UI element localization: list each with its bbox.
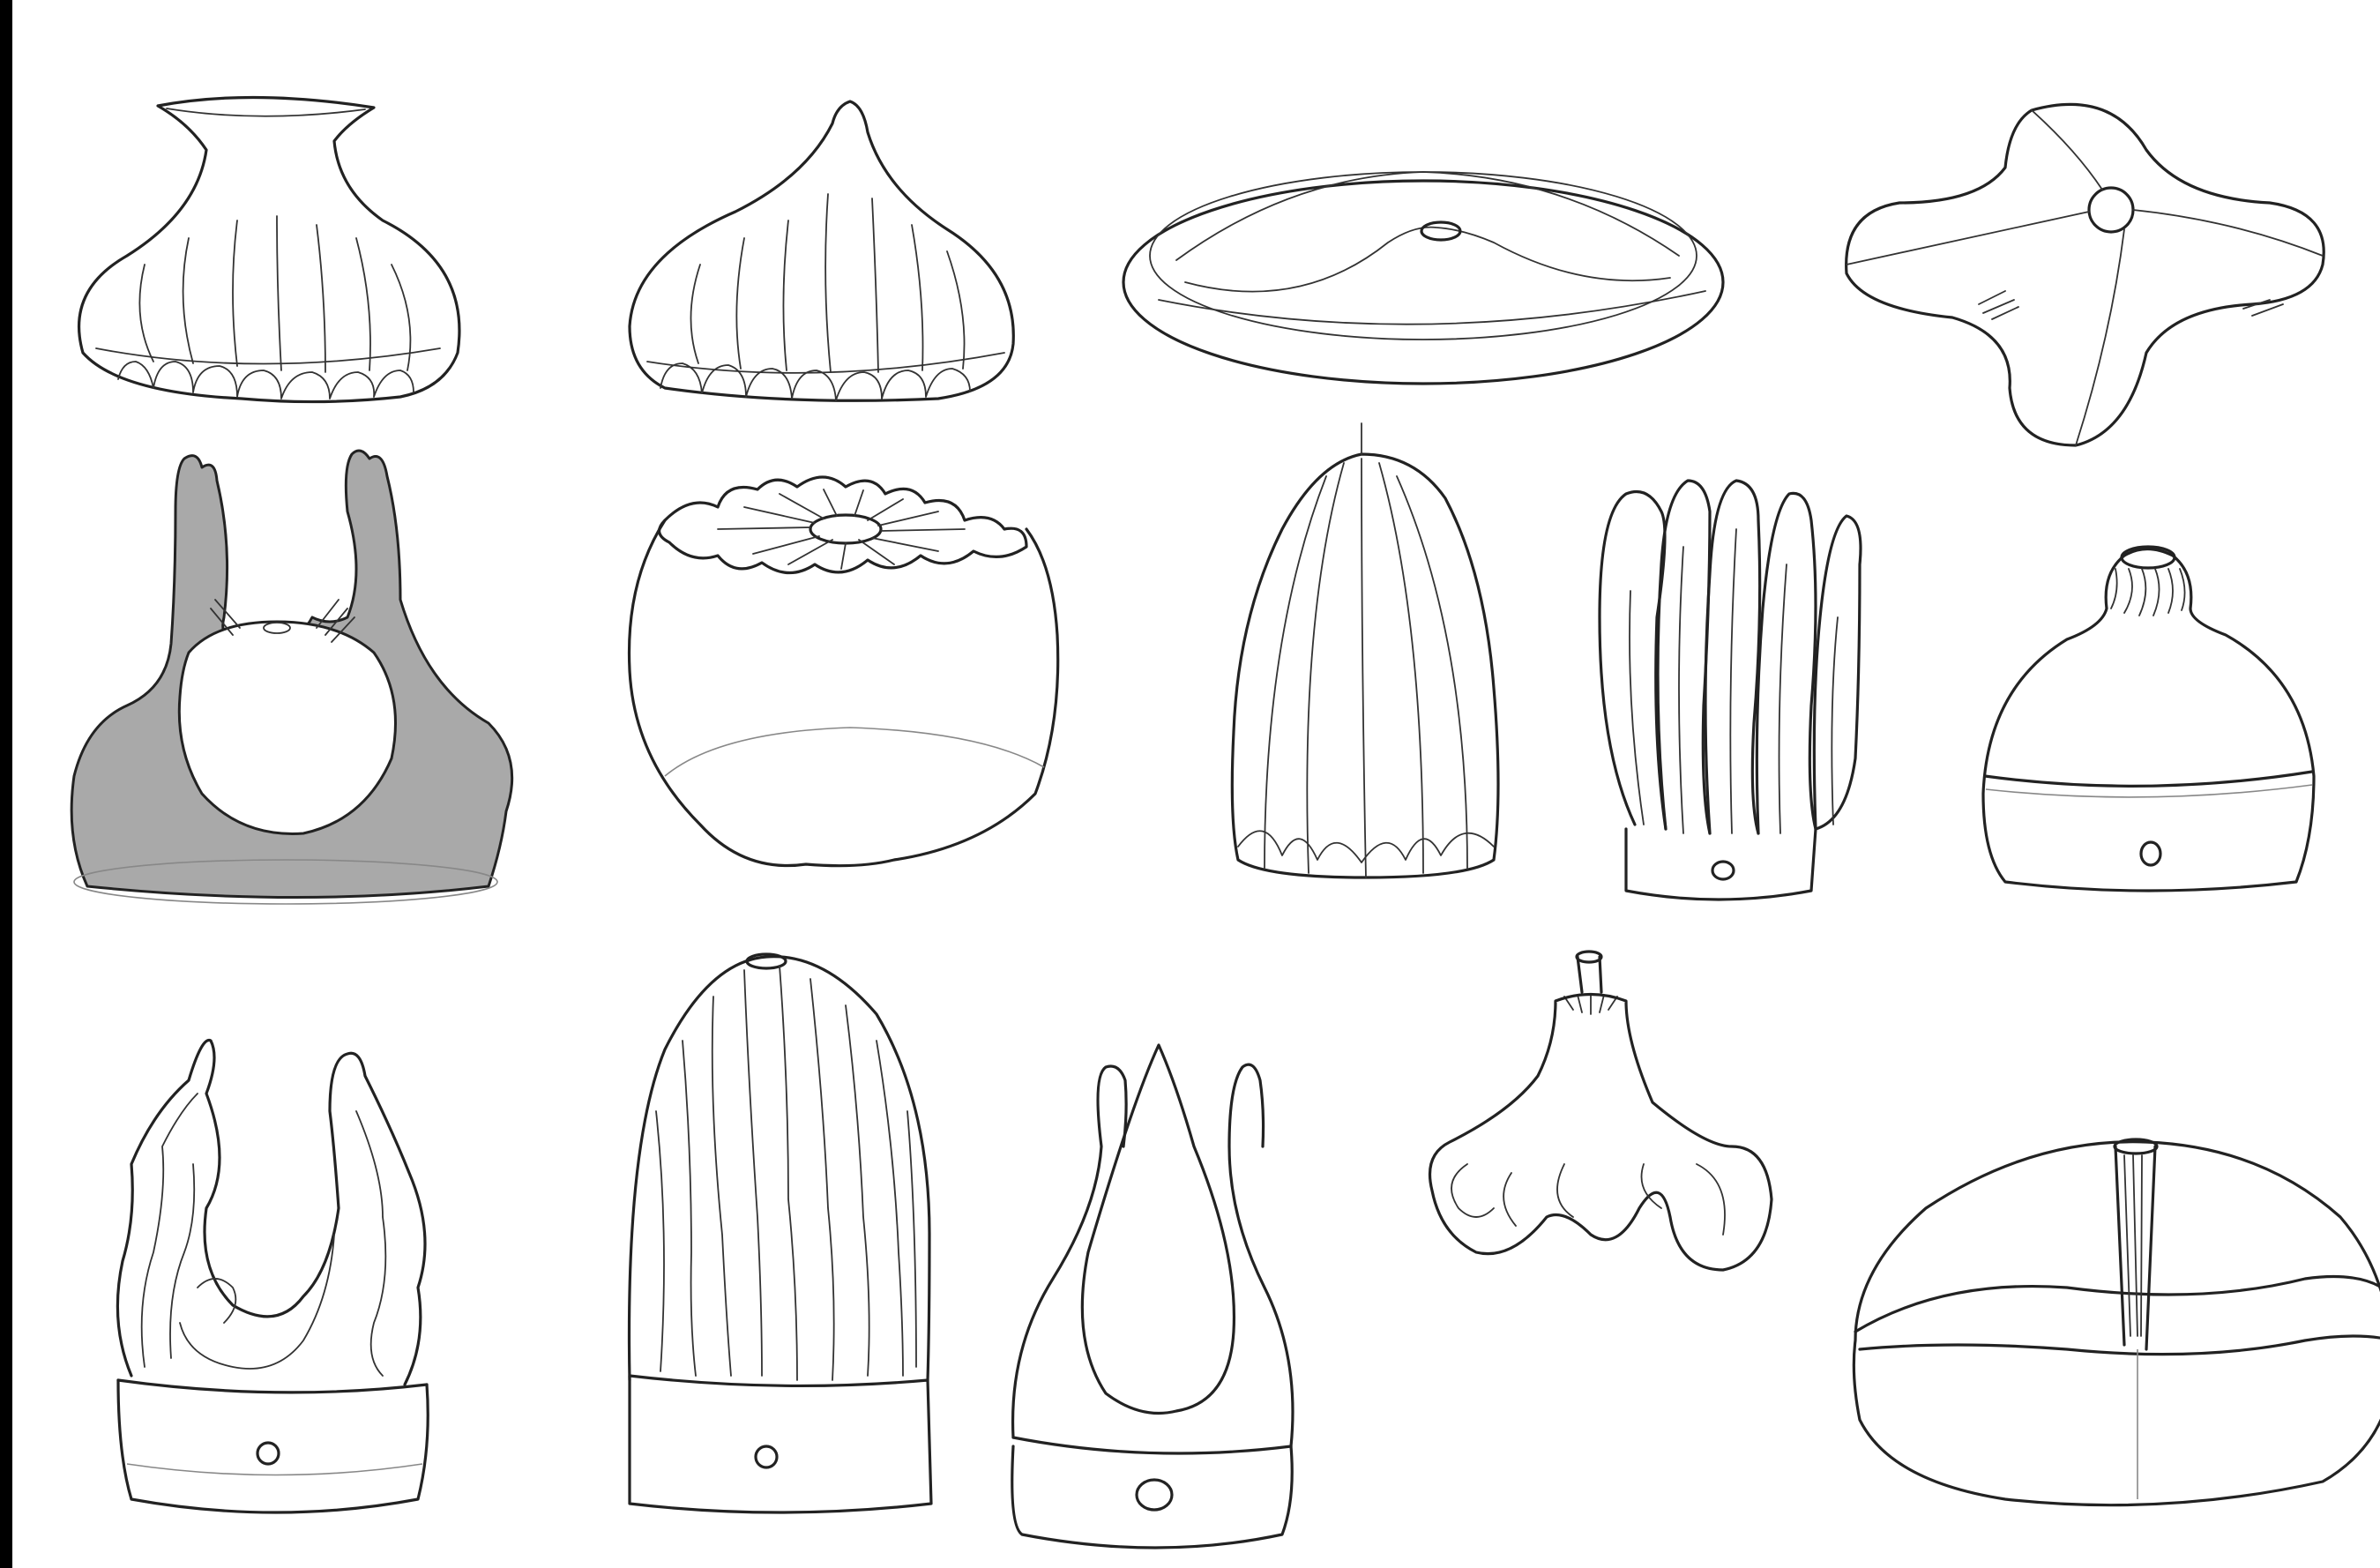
sketch-teardrop-cradle-form: [1012, 1045, 1293, 1548]
sketch-canvas: [12, 0, 2380, 1568]
sketch-wood-grain-dome-form: [630, 954, 932, 1512]
sketch-ribbed-pod-form: [1232, 423, 1498, 877]
sketch-ruffled-bell-form: [1430, 952, 1772, 1270]
sketch-split-dome-fountain-form: [1854, 1139, 2380, 1505]
sketch-ruffled-top-sphere-form: [630, 477, 1058, 866]
sketch-torus-ring-form: [1123, 172, 1723, 384]
sketch-fluted-onion-shade: [630, 101, 1013, 400]
sketch-cross-four-lobe-form: [1847, 104, 2324, 445]
sketch-fig-dome-form: [1983, 547, 2314, 891]
sketch-flame-cradle-form: [117, 1041, 428, 1512]
sketch-sheet: [12, 0, 2380, 1568]
sketch-banana-cluster-form: [1600, 481, 1861, 900]
sketch-fluted-flared-neck-shade: [79, 97, 459, 401]
sketch-shaded-leaf-cradle-form: [71, 451, 512, 904]
